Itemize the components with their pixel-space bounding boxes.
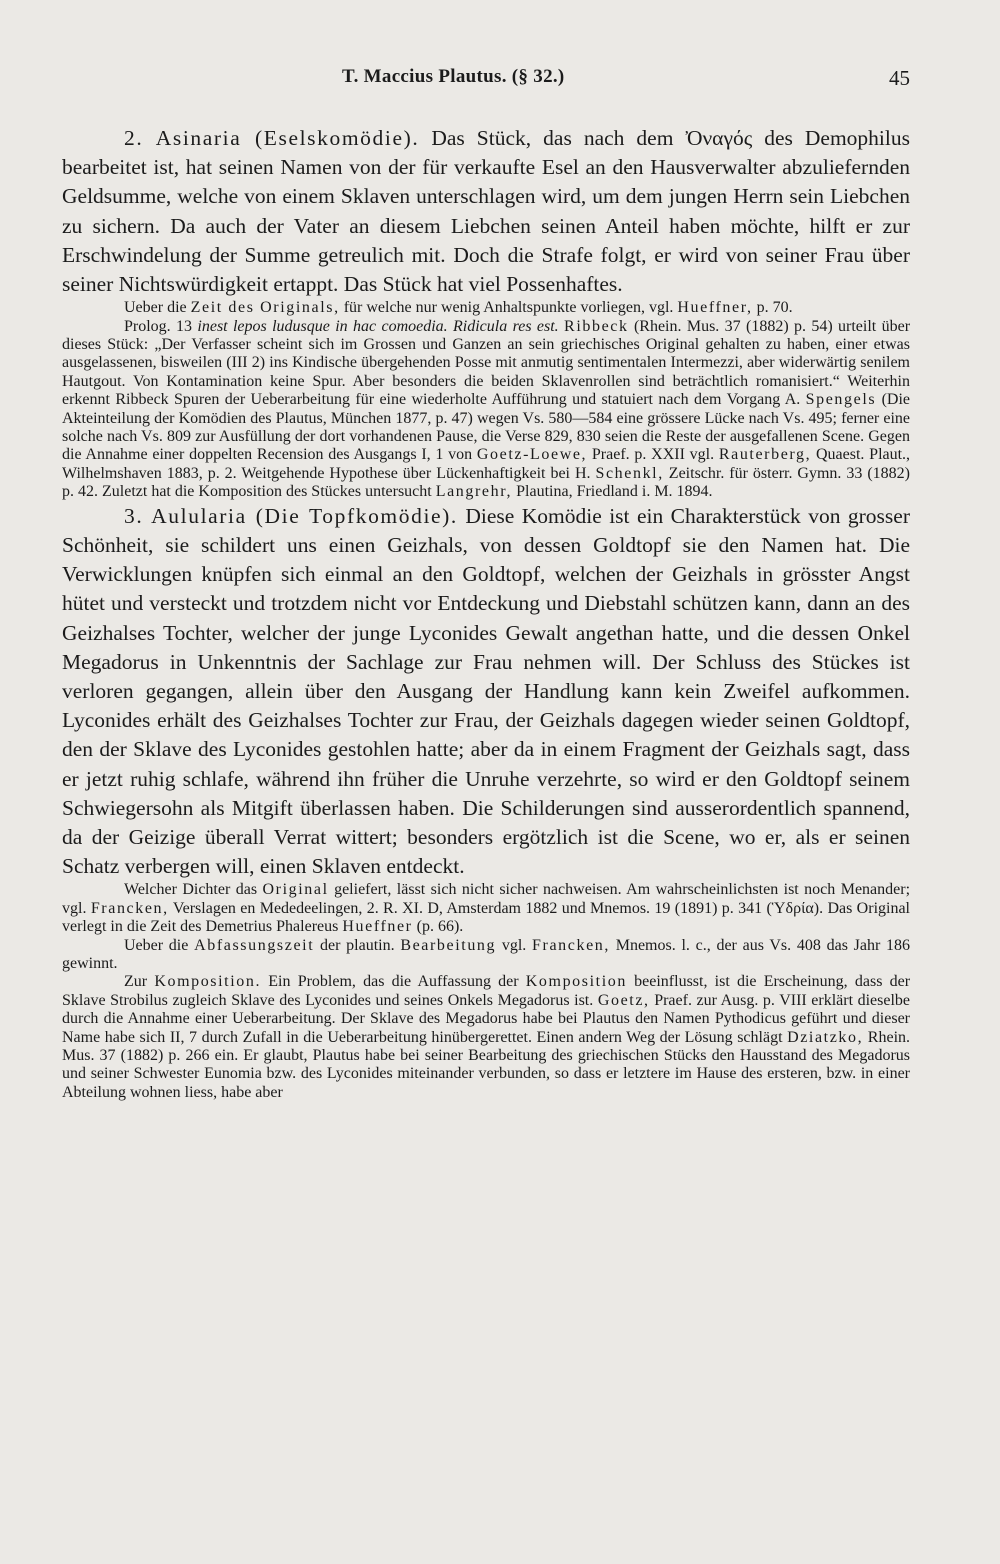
asinaria-footnotes (62, 299, 910, 501)
note-abfassungszeit: Ueber die Abfassungszeit der plautin. Bearbeitung vgl. Francken, Mnemos. l. c., der aus Vs. 408 das Jahr 186 gewinnt. (62, 936, 911, 972)
page-number: 45 (889, 66, 910, 90)
section-aulularia (62, 502, 910, 882)
asinaria-text: Das Stück, das nach dem Ὀναγός des Demophilus bearbeitet ist, hat seinen Namen von der für verkaufte Esel an den Hausverwalter abzuliefernden Geldsumme, welche von einem Sklaven unterschlagen wird, um dem jungen Herrn sein Liebchen zu sichern. Da auch der Vater an diesem Liebchen seinen Anteil haben möchte, hilft er zur Erschwindelung der Summe getreulich mit. Doch die Strafe folgt, er wird von seiner Frau über seiner Nichtswürdigkeit ertappt. Das Stück hat viel Possenhaftes. (62, 126, 911, 297)
asinaria-paragraph (62, 124, 910, 299)
note-zeit-des-originals: Ueber die Zeit des Originals, für welche nur wenig Anhaltspunkte vorliegen, vgl. Hueffner, p. 70. (124, 299, 793, 317)
note-prolog: Prolog. 13 inest lepos ludusque in hac comoedia. Ridicula res est. Ribbeck (Rhein. Mus. 37 (1882) p. 54) urteilt über dieses Stück: „Der Verfasser scheint sich im Grossen und Ganzen an sein griechisches Original gehalten zu haben, einer etwas ausgelassenen, bisweilen (III 2) ins Kindische übergehenden Posse mit anmutig sentimentalen Intermezzi, aber widerwärtig senilem Hautgout. Von Kontamination keine Spur. Aber besonders die beiden Sklavenrollen sind beträchtlich romanisiert.“ Weiterhin erkennt Ribbeck Spuren der Ueberarbeitung für eine wiederholte Aufführung und statuiert nach dem Vorgang A. Spengels (Die Akteinteilung der Komödien des Plautus, München 1877, p. 47) wegen Vs. 580—584 eine grössere Lücke nach Vs. 495; ferner eine solche nach Vs. 809 zur Ausfüllung der dort vorhandenen Pause, die Verse 829, 830 seien die Reste der ausgefallenen Scene. Gegen die Annahme einer doppelten Recension des Ausgangs I, 1 von Goetz-Loewe, Praef. p. XXII vgl. Rauterberg, Quaest. Plaut., Wilhelmshaven 1883, p. 2. Weitgehende Hypothese über Lückenhaftigkeit bei H. Schenkl, Zeitschr. für österr. Gymn. 33 (1882) p. 42. Zuletzt hat die Komposition des Stückes untersucht Langrehr, Plautina, Friedland i. M. 1894. (62, 317, 911, 501)
page-body (62, 124, 910, 1102)
section-asinaria (62, 124, 910, 299)
aulularia-paragraph (62, 502, 910, 882)
running-title: T. Maccius Plautus. (§ 32.) (342, 66, 565, 87)
aulularia-text: Diese Komödie ist ein Charakterstück von grosser Schönheit, sie schildert uns einen Geizhals, von dessen Goldtopf sie den Namen hat. Die Verwicklungen knüpfen sich einmal an den Goldtopf, welchen der Geizhals in grösster Angst hütet und versteckt und trotzdem nicht vor Entdeckung und Diebstahl schützen kann, dann an des Geizhalses Tochter, welcher der junge Lyconides Gewalt angethan hatte, und die dessen Onkel Megadorus in Unkenntnis der Sachlage zur Frau nehmen will. Der Schluss des Stückes ist verloren gegangen, allein über den Ausgang der Handlung kann kein Zweifel aufkommen. Lyconides erhält des Geizhalses Tochter zur Frau, der Geizhals dagegen wieder seinen Goldtopf, den der Sklave des Lyconides gestohlen hatte; aber da in einem Fragment der Geizhals sagt, dass er jetzt ruhig schlafe, während ihn früher die Unruhe verzehrte, so wird er den Goldtopf seinem Schwiegersohn als Mitgift überlassen haben. Die Schilderungen sind ausserordentlich spannend, da der Geizige überall Verrat wittert; besonders ergötzlich ist die Scene, wo er, als er seinen Schatz verbergen will, einen Sklaven entdeckt. (62, 503, 910, 879)
note-original: Welcher Dichter das Original geliefert, lässt sich nicht sicher nachweisen. Am wahrscheinlichsten ist noch Menander; vgl. Francken, Verslagen en Mededeelingen, 2. R. XI. D, Amsterdam 1882 und Mnemos. 19 (1891) p. 341 (Ὑδρία). Das Original verlegt in die Zeit des Demetrius Phalereus Hueffner (p. 66). (62, 881, 911, 936)
aulularia-heading: 3. Aulularia (Die Topfkomödie). (124, 503, 458, 528)
note-komposition: Zur Komposition. Ein Problem, das die Auffassung der Komposition beeinflusst, ist die Erscheinung, dass der Sklave Strobilus zugleich Sklave des Lyconides und seines Onkels Megadorus ist. Goetz, Praef. zur Ausg. p. VIII erklärt dieselbe durch die Annahme einer Ueberarbeitung. Der Sklave des Megadorus habe bei Plautus den Namen Pythodicus geführt und dieser Name habe sich II, 7 durch Zufall in die Ueberarbeitung hinübergerettet. Einen andern Weg der Lösung schlägt Dziatzko, Rhein. Mus. 37 (1882) p. 266 ein. Er glaubt, Plautus habe bei seiner Bearbeitung des griechischen Stücks den Hausstand des Megadorus und seiner Schwester Eunomia bzw. des Lyconides miteinander verbunden, so dass er letztere im Hause des ersteren, bzw. in einer Abteilung wohnen liess, habe aber (62, 973, 911, 1101)
asinaria-heading: 2. Asinaria (Eselskomödie). (124, 126, 420, 150)
page-header (62, 66, 910, 96)
aulularia-footnotes (62, 881, 910, 1102)
